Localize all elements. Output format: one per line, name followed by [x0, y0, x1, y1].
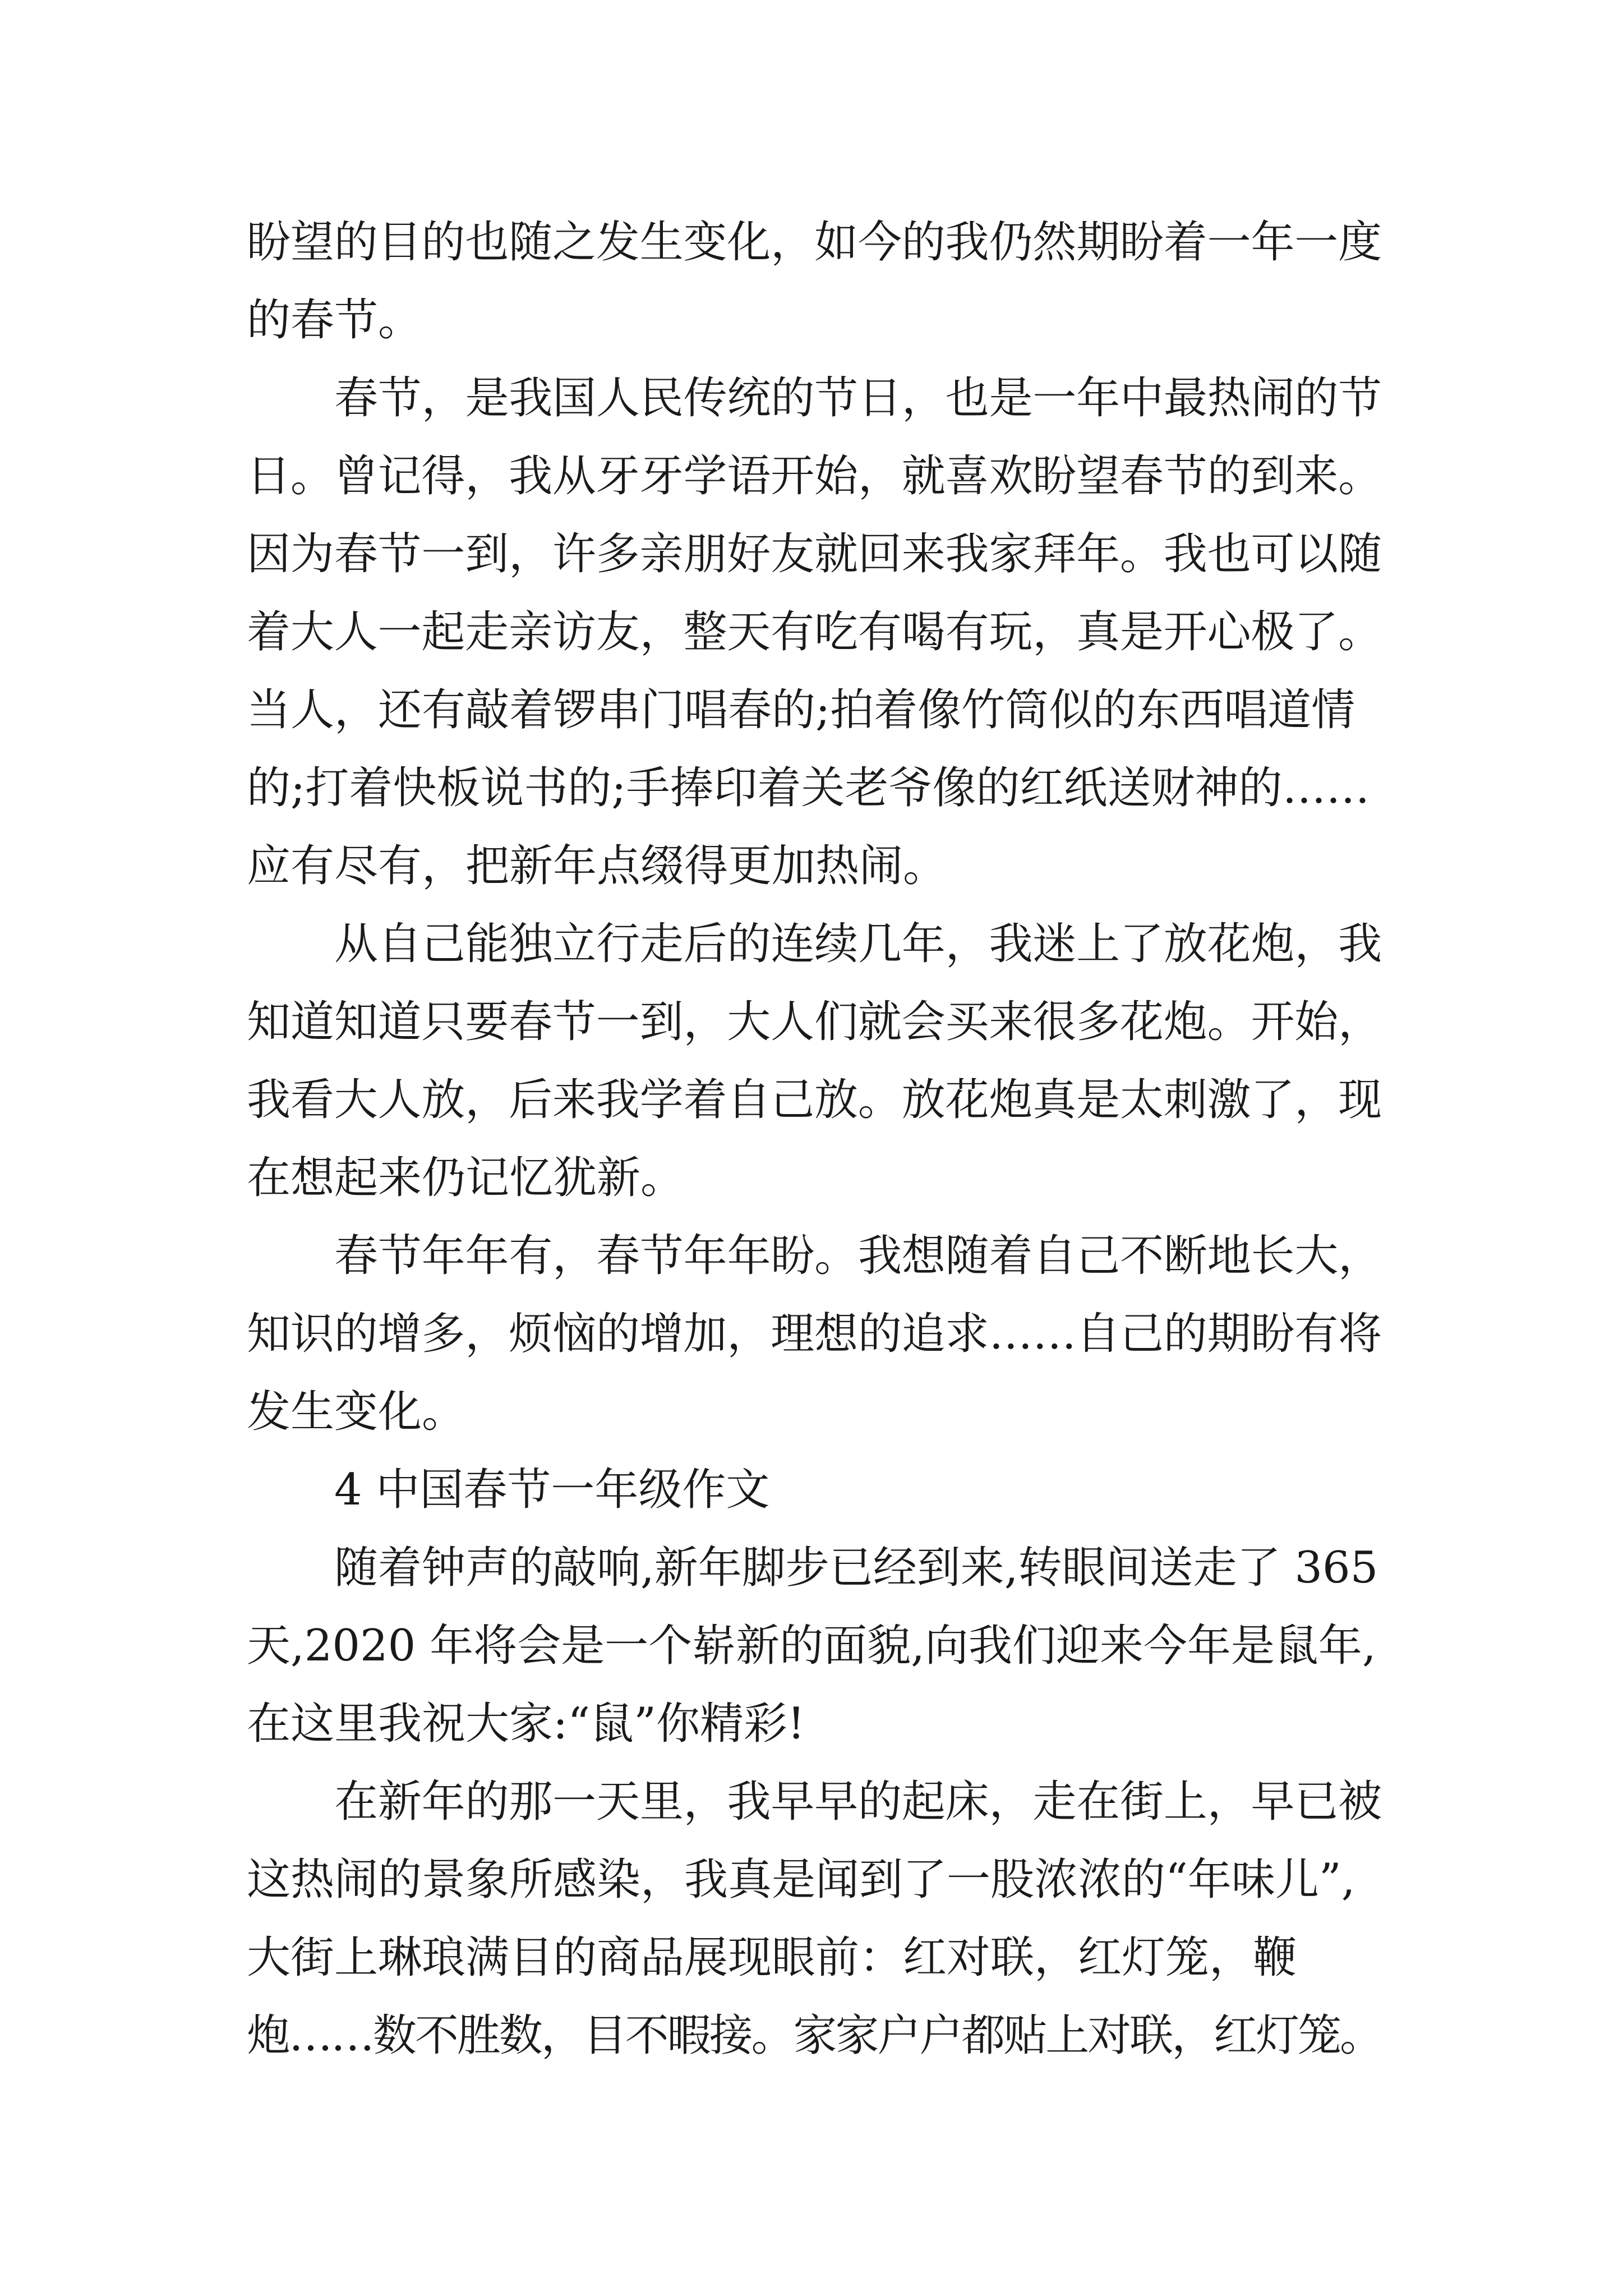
- essay-body: [247, 204, 1382, 2075]
- text-line: 炮……数不胜数，目不暇接。家家户户都贴上对联，红灯笼。: [247, 2010, 1382, 2061]
- text-line: 当人，还有敲着锣串门唱春的;拍着像竹筒似的东西唱道情: [247, 685, 1355, 735]
- text-line: 大街上琳琅满目的商品展现眼前：红对联，红灯笼，鞭: [247, 1932, 1297, 1983]
- text-line: 在想起来仍记忆犹新。: [247, 1153, 685, 1203]
- text-line: 的;打着快板说书的;手捧印着关老爷像的红纸送财神的……: [247, 763, 1370, 813]
- text-line: 天,2020 年将会是一个崭新的面貌,向我们迎来今年是鼠年,: [247, 1621, 1376, 1671]
- text-line: 4 中国春节一年级作文: [334, 1465, 770, 1515]
- text-line: 在新年的那一天里，我早早的起床，走在街上，早已被: [334, 1777, 1382, 1827]
- text-line: 知识的增多，烦恼的增加，理想的追求……自己的期盼有将: [247, 1309, 1382, 1359]
- text-line: 着大人一起走亲访友，整天有吃有喝有玩，真是开心极了。: [247, 607, 1382, 657]
- text-line: 在这里我祝大家:“鼠”你精彩!: [247, 1699, 805, 1749]
- text-line: 我看大人放，后来我学着自己放。放花炮真是太刺激了，现: [247, 1075, 1382, 1125]
- text-line: 发生变化。: [247, 1387, 466, 1437]
- text-line: 春节，是我国人民传统的节日，也是一年中最热闹的节: [334, 373, 1382, 424]
- text-line: 随着钟声的敲响,新年脚步已经到来,转眼间送走了 365: [334, 1543, 1378, 1593]
- text-line: 盼望的目的也随之发生变化，如今的我仍然期盼着一年一度: [247, 217, 1382, 268]
- text-line: 这热闹的景象所感染，我真是闻到了一股浓浓的“年味儿”,: [247, 1855, 1355, 1905]
- text-line: 春节年年有，春节年年盼。我想随着自己不断地长大，: [334, 1231, 1382, 1281]
- text-line: 因为春节一到，许多亲朋好友就回来我家拜年。我也可以随: [247, 529, 1382, 579]
- text-line: 应有尽有，把新年点缀得更加热闹。: [247, 841, 947, 891]
- text-line: 的春节。: [247, 295, 422, 346]
- text-line: 知道知道只要春节一到，大人们就会买来很多花炮。开始，: [247, 997, 1382, 1047]
- text-line: 从自己能独立行走后的连续几年，我迷上了放花炮，我: [334, 919, 1382, 969]
- text-line: 日。曾记得，我从牙牙学语开始，就喜欢盼望春节的到来。: [247, 451, 1382, 501]
